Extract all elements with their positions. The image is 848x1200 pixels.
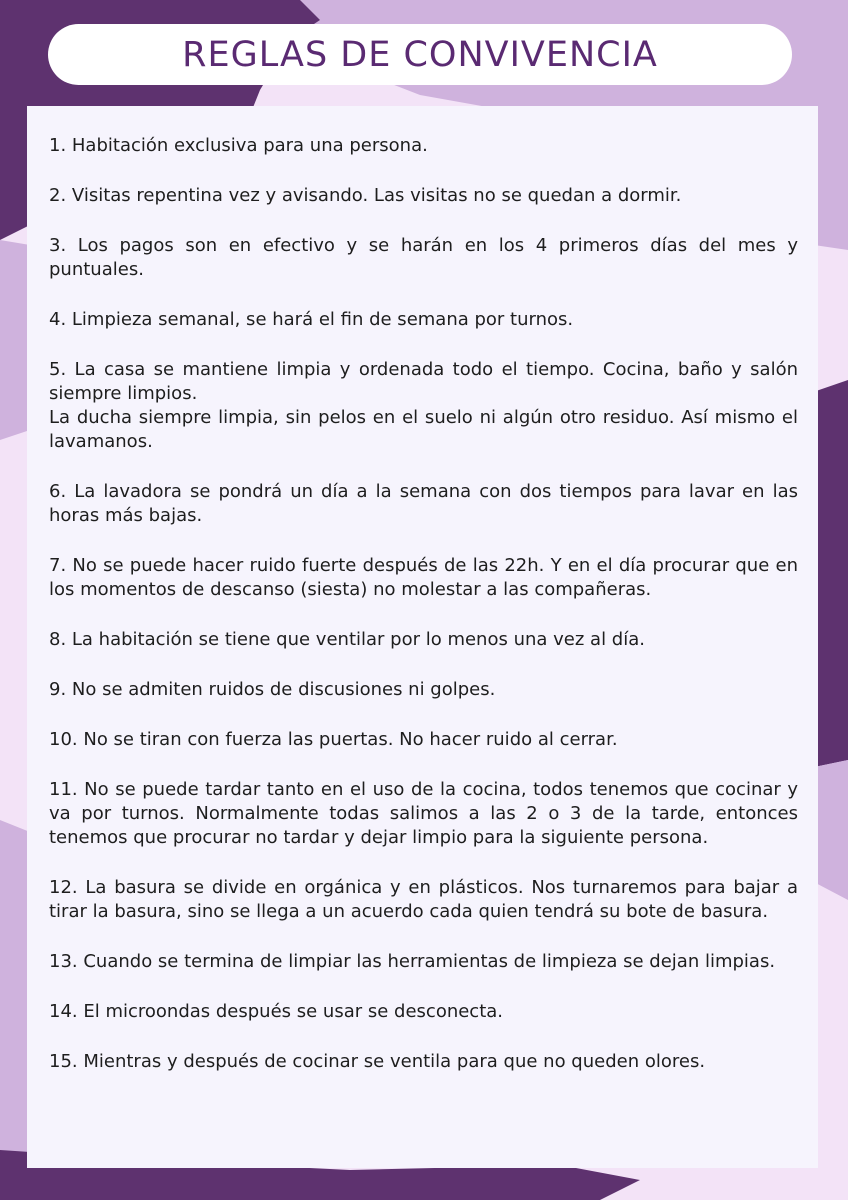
rule-text: La ducha siempre limpia, sin pelos en el suelo ni algún otro residuo. Así mismo el lavamanos. [49,407,798,452]
rule-text: 6. La lavadora se pondrá un día a la semana con dos tiempos para lavar en las horas más bajas. [49,481,798,526]
rule-text: 7. No se puede hacer ruido fuerte después de las 22h. Y en el día procurar que en los momentos de descanso (siesta) no molestar a las compañeras. [49,555,798,600]
rule-item [49,1000,798,1024]
rule-item [49,950,798,974]
rule-item [49,778,798,850]
rules-list [49,134,798,1100]
rule-text: 9. No se admiten ruidos de discusiones ni golpes. [49,679,496,700]
rule-item [49,554,798,602]
rule-item [49,134,798,158]
rule-text: 1. Habitación exclusiva para una persona. [49,135,428,156]
rule-item [49,358,798,454]
rule-text: 15. Mientras y después de cocinar se ventila para que no queden olores. [49,1051,706,1072]
rule-item [49,480,798,528]
rule-item [49,234,798,282]
rule-text: 10. No se tiran con fuerza las puertas. No hacer ruido al cerrar. [49,729,618,750]
rule-text: 5. La casa se mantiene limpia y ordenada todo el tiempo. Cocina, baño y salón siempre limpios. [49,359,798,404]
rule-item [49,628,798,652]
title-banner [48,24,792,85]
rule-text: 2. Visitas repentina vez y avisando. Las visitas no se quedan a dormir. [49,185,682,206]
rule-item [49,876,798,924]
rule-item [49,184,798,208]
rule-text: 4. Limpieza semanal, se hará el fin de semana por turnos. [49,309,574,330]
rule-text: 3. Los pagos son en efectivo y se harán en los 4 primeros días del mes y puntuales. [49,235,798,280]
rule-text: 13. Cuando se termina de limpiar las herramientas de limpieza se dejan limpias. [49,951,776,972]
rule-text: 14. El microondas después se usar se desconecta. [49,1001,504,1022]
page-title: REGLAS DE CONVIVENCIA [182,34,658,75]
rule-item [49,1050,798,1074]
rule-item [49,678,798,702]
rule-item [49,728,798,752]
rule-text: 11. No se puede tardar tanto en el uso de la cocina, todos tenemos que cocinar y va por turnos. Normalmente todas salimos a las 2 o 3 de la tarde, entonces tenemos que procurar no tardar y dejar limpio para la siguiente persona. [49,779,798,848]
rule-text: 12. La basura se divide en orgánica y en plásticos. Nos turnaremos para bajar a tirar la basura, sino se llega a un acuerdo cada quien tendrá su bote de basura. [49,877,798,922]
rule-item [49,308,798,332]
rules-card [27,106,818,1168]
rule-text: 8. La habitación se tiene que ventilar por lo menos una vez al día. [49,629,645,650]
